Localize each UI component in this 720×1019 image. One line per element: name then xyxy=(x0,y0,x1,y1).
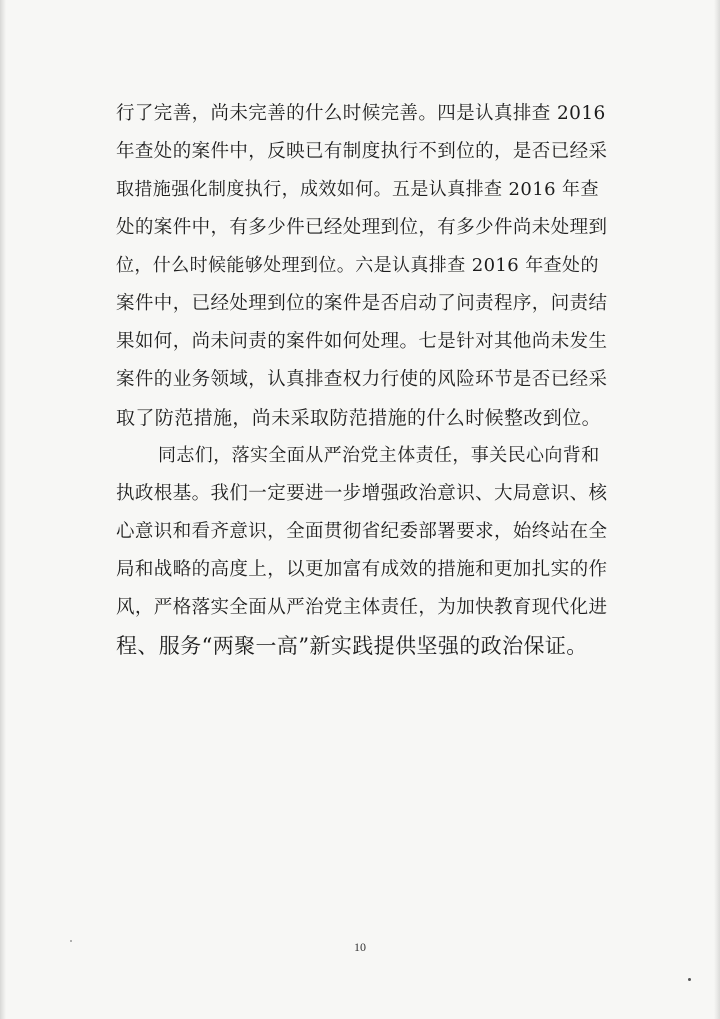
page-number: 10 xyxy=(354,940,366,954)
paragraph-1-line-2: 年查处的案件中，反映已有制度执行不到位的，是否已经采 xyxy=(116,141,608,162)
paragraph-1-line-1: 行了完善，尚未完善的什么时候完善。四是认真排查 2016 xyxy=(116,103,606,124)
paragraph-1-line-9: 取了防范措施，尚未采取防范措施的什么时候整改到位。 xyxy=(116,407,602,429)
scan-edge-left xyxy=(0,0,6,1019)
scan-speck xyxy=(70,940,72,942)
paragraph-1-line-8: 案件的业务领域，认真排查权力行使的风险环节是否已经采 xyxy=(116,369,608,390)
paragraph-2-line-2: 执政根基。我们一定要进一步增强政治意识、大局意识、核 xyxy=(116,483,608,504)
paragraph-2-line-3: 心意识和看齐意识，全面贯彻省纪委部署要求，始终站在全 xyxy=(116,521,608,542)
paragraph-1-line-3: 取措施强化制度执行，成效如何。五是认真排查 2016 年查 xyxy=(116,179,599,200)
scan-speck xyxy=(688,978,691,981)
paragraph-2-line-5: 风，严格落实全面从严治党主体责任，为加快教育现代化进 xyxy=(116,597,608,618)
paragraph-2-line-4: 局和战略的高度上，以更加富有成效的措施和更加扎实的作 xyxy=(116,559,608,580)
paragraph-1-line-7: 果如何，尚未问责的案件如何处理。七是针对其他尚未发生 xyxy=(116,331,608,352)
paragraph-2-line-6: 程、服务“两聚一高”新实践提供坚强的政治保证。 xyxy=(116,634,588,658)
paragraph-1-line-4: 处的案件中，有多少件已经处理到位，有多少件尚未处理到 xyxy=(116,217,608,238)
paragraph-1-line-6: 案件中，已经处理到位的案件是否启动了问责程序，问责结 xyxy=(116,293,608,314)
paragraph-1-line-5: 位，什么时候能够处理到位。六是认真排查 2016 年查处的 xyxy=(116,255,599,276)
paragraph-2-line-1: 同志们，落实全面从严治党主体责任，事关民心向背和 xyxy=(158,445,600,466)
scan-edge-right xyxy=(714,0,720,1019)
